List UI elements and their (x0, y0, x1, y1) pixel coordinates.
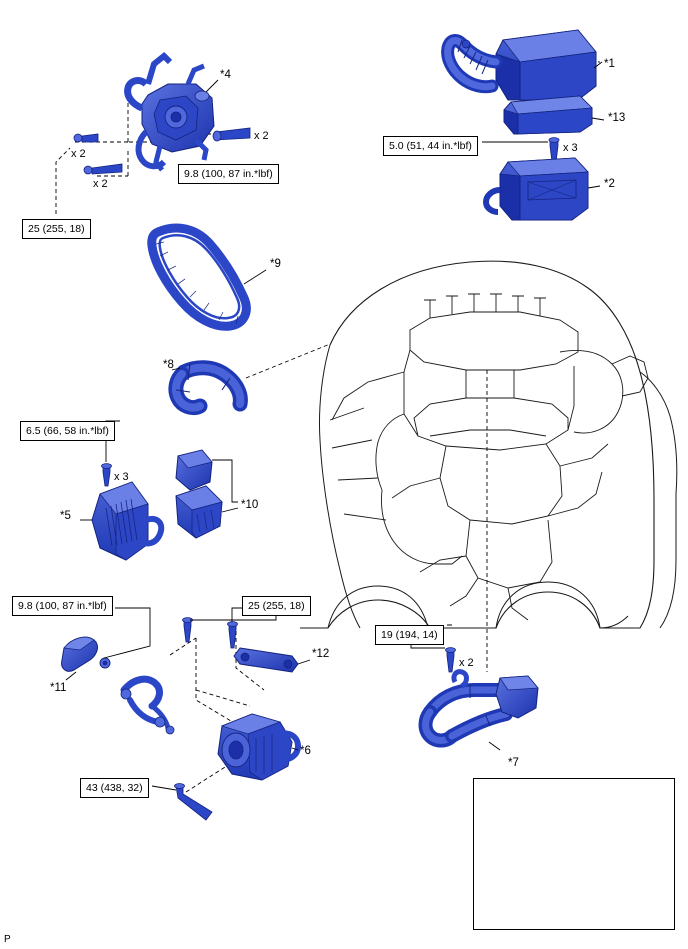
bolt-part-5 (102, 464, 112, 486)
part-5-ecu (92, 482, 161, 560)
page-corner-mark: P (4, 934, 11, 945)
torque-spec-part5: 6.5 (66, 58 in.*lbf) (20, 421, 115, 441)
callout-13: *13 (608, 112, 626, 124)
bolt-air-cleaner (549, 138, 559, 162)
wire-harness (121, 679, 174, 734)
quantity-part7-bolts: x 2 (459, 657, 474, 669)
callout-4: *4 (220, 69, 231, 81)
callout-6: *6 (300, 745, 311, 757)
callout-5: *5 (60, 510, 71, 522)
part-7-hose (426, 672, 539, 741)
part-radiator-hose-inlet (176, 364, 240, 408)
torque-spec-part12: 25 (255, 18) (242, 596, 311, 616)
nut-part-11 (100, 658, 110, 668)
part-10-covers (176, 450, 222, 538)
callout-1: *1 (604, 58, 615, 70)
part-air-filter-element (504, 96, 592, 134)
part-4-assembly (128, 56, 214, 170)
torque-spec-part4-left: 25 (255, 18) (22, 219, 91, 239)
quantity-part4-upper-bolts: x 2 (71, 148, 86, 160)
part-12-stay (234, 648, 298, 672)
callout-11: *11 (50, 682, 67, 694)
torque-spec-air-cleaner: 5.0 (51, 44 in.*lbf) (383, 136, 478, 156)
bolt-part-7 (446, 648, 456, 672)
bolt-part-6-long (175, 784, 213, 821)
bolts-part-12 (183, 618, 238, 648)
inset-detail-A-frame (473, 778, 675, 930)
part-11-hose (62, 637, 98, 671)
callout-9: *9 (270, 258, 281, 270)
torque-spec-part6: 43 (438, 32) (80, 778, 149, 798)
quantity-part4-right-bolts: x 2 (254, 130, 269, 142)
torque-spec-part11: 9.8 (100, 87 in.*lbf) (12, 596, 113, 616)
quantity-air-cleaner-bolts: x 3 (563, 142, 578, 154)
torque-spec-part4-right: 9.8 (100, 87 in.*lbf) (178, 164, 279, 184)
quantity-part4-lower-bolts: x 2 (93, 178, 108, 190)
callout-2: *2 (604, 178, 615, 190)
part-air-cleaner-cap (448, 30, 596, 100)
leader-lines-dashed (56, 100, 487, 792)
part-air-cleaner-case (486, 158, 588, 220)
callout-12: *12 (312, 648, 330, 660)
callout-8: *8 (163, 359, 174, 371)
part-6-compressor (218, 714, 298, 780)
quantity-part5-bolts: x 3 (114, 471, 129, 483)
callout-7: *7 (508, 757, 519, 769)
part-drive-belt (152, 228, 247, 326)
engine-assembly-outline (330, 294, 648, 620)
vehicle-body-outline (300, 261, 677, 628)
torque-spec-part7: 19 (194, 14) (375, 625, 444, 645)
callout-10: *10 (241, 499, 259, 511)
